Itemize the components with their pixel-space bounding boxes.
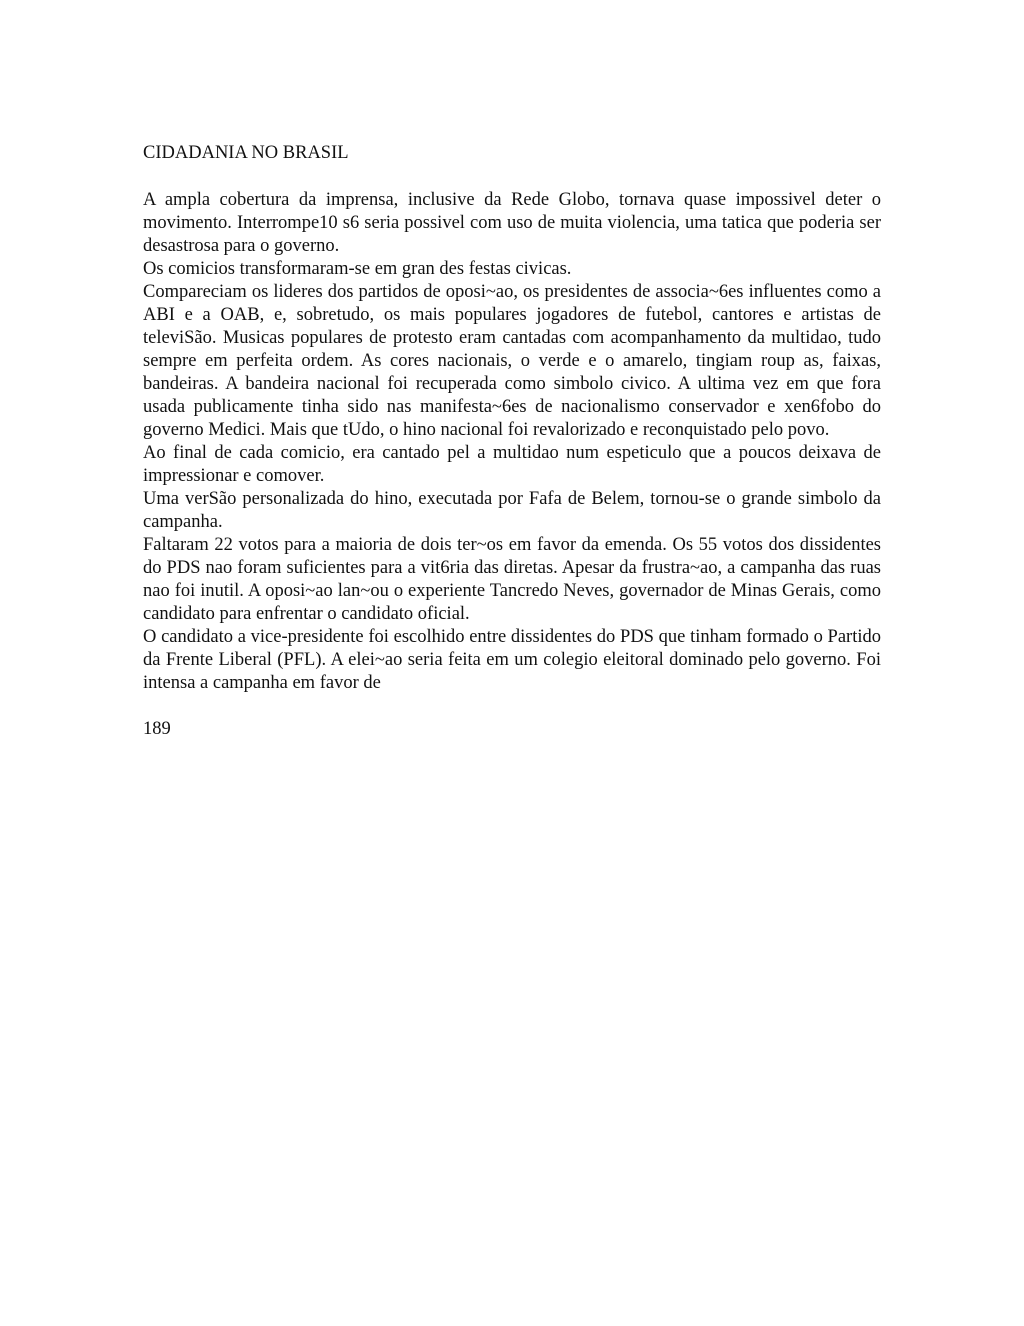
page-title: CIDADANIA NO BRASIL <box>143 143 349 163</box>
page-number: 189 <box>143 719 171 739</box>
paragraph: A ampla cobertura da imprensa, inclusive da Rede Globo, tornava quase impossivel deter o movimento. Interrompe10 s6 seria possivel com uso de muita violencia, uma tatica que poderia ser desastrosa para o governo. <box>143 190 881 256</box>
document-page <box>143 142 881 741</box>
paragraph: Uma verSão personalizada do hino, executada por Fafa de Belem, tornou-se o grande simbolo da campanha. <box>143 489 881 532</box>
paragraph: O candidato a vice-presidente foi escolhido entre dissidentes do PDS que tinham formado o Partido da Frente Liberal (PFL). A elei~ao seria feita em um colegio eleitoral dominado pelo governo. Foi intensa a campanha em favor de <box>143 627 881 693</box>
body-text <box>143 189 881 695</box>
paragraph: Ao final de cada comicio, era cantado pel a multidao num espeticulo que a poucos deixava de impressionar e comover. <box>143 443 881 486</box>
paragraph: Os comicios transformaram-se em gran des festas civicas. <box>143 259 572 279</box>
paragraph: Faltaram 22 votos para a maioria de dois ter~os em favor da emenda. Os 55 votos dos dissidentes do PDS nao foram suficientes para a vit6ria das diretas. Apesar da frustra~ao, a campanha das ruas nao foi inutil. A oposi~ao lan~ou o experiente Tancredo Neves, governador de Minas Gerais, como candidato para enfrentar o candidato oficial. <box>143 535 881 624</box>
paragraph: Compareciam os lideres dos partidos de oposi~ao, os presidentes de associa~6es influentes como a ABI e a OAB, e, sobretudo, os mais populares jogadores de futebol, cantores e artistas de televiSão. Musicas populares de protesto eram cantadas com acompanhamento da multidao, tudo sempre em perfeita ordem. As cores nacionais, o verde e o amarelo, tingiam roup as, faixas, bandeiras. A bandeira nacional foi recuperada como simbolo civico. A ultima vez em que fora usada publicamente tinha sido nas manifesta~6es de nacionalismo conservador e xen6fobo do governo Medici. Mais que tUdo, o hino nacional foi revalorizado e reconquistado pelo povo. <box>143 282 881 440</box>
